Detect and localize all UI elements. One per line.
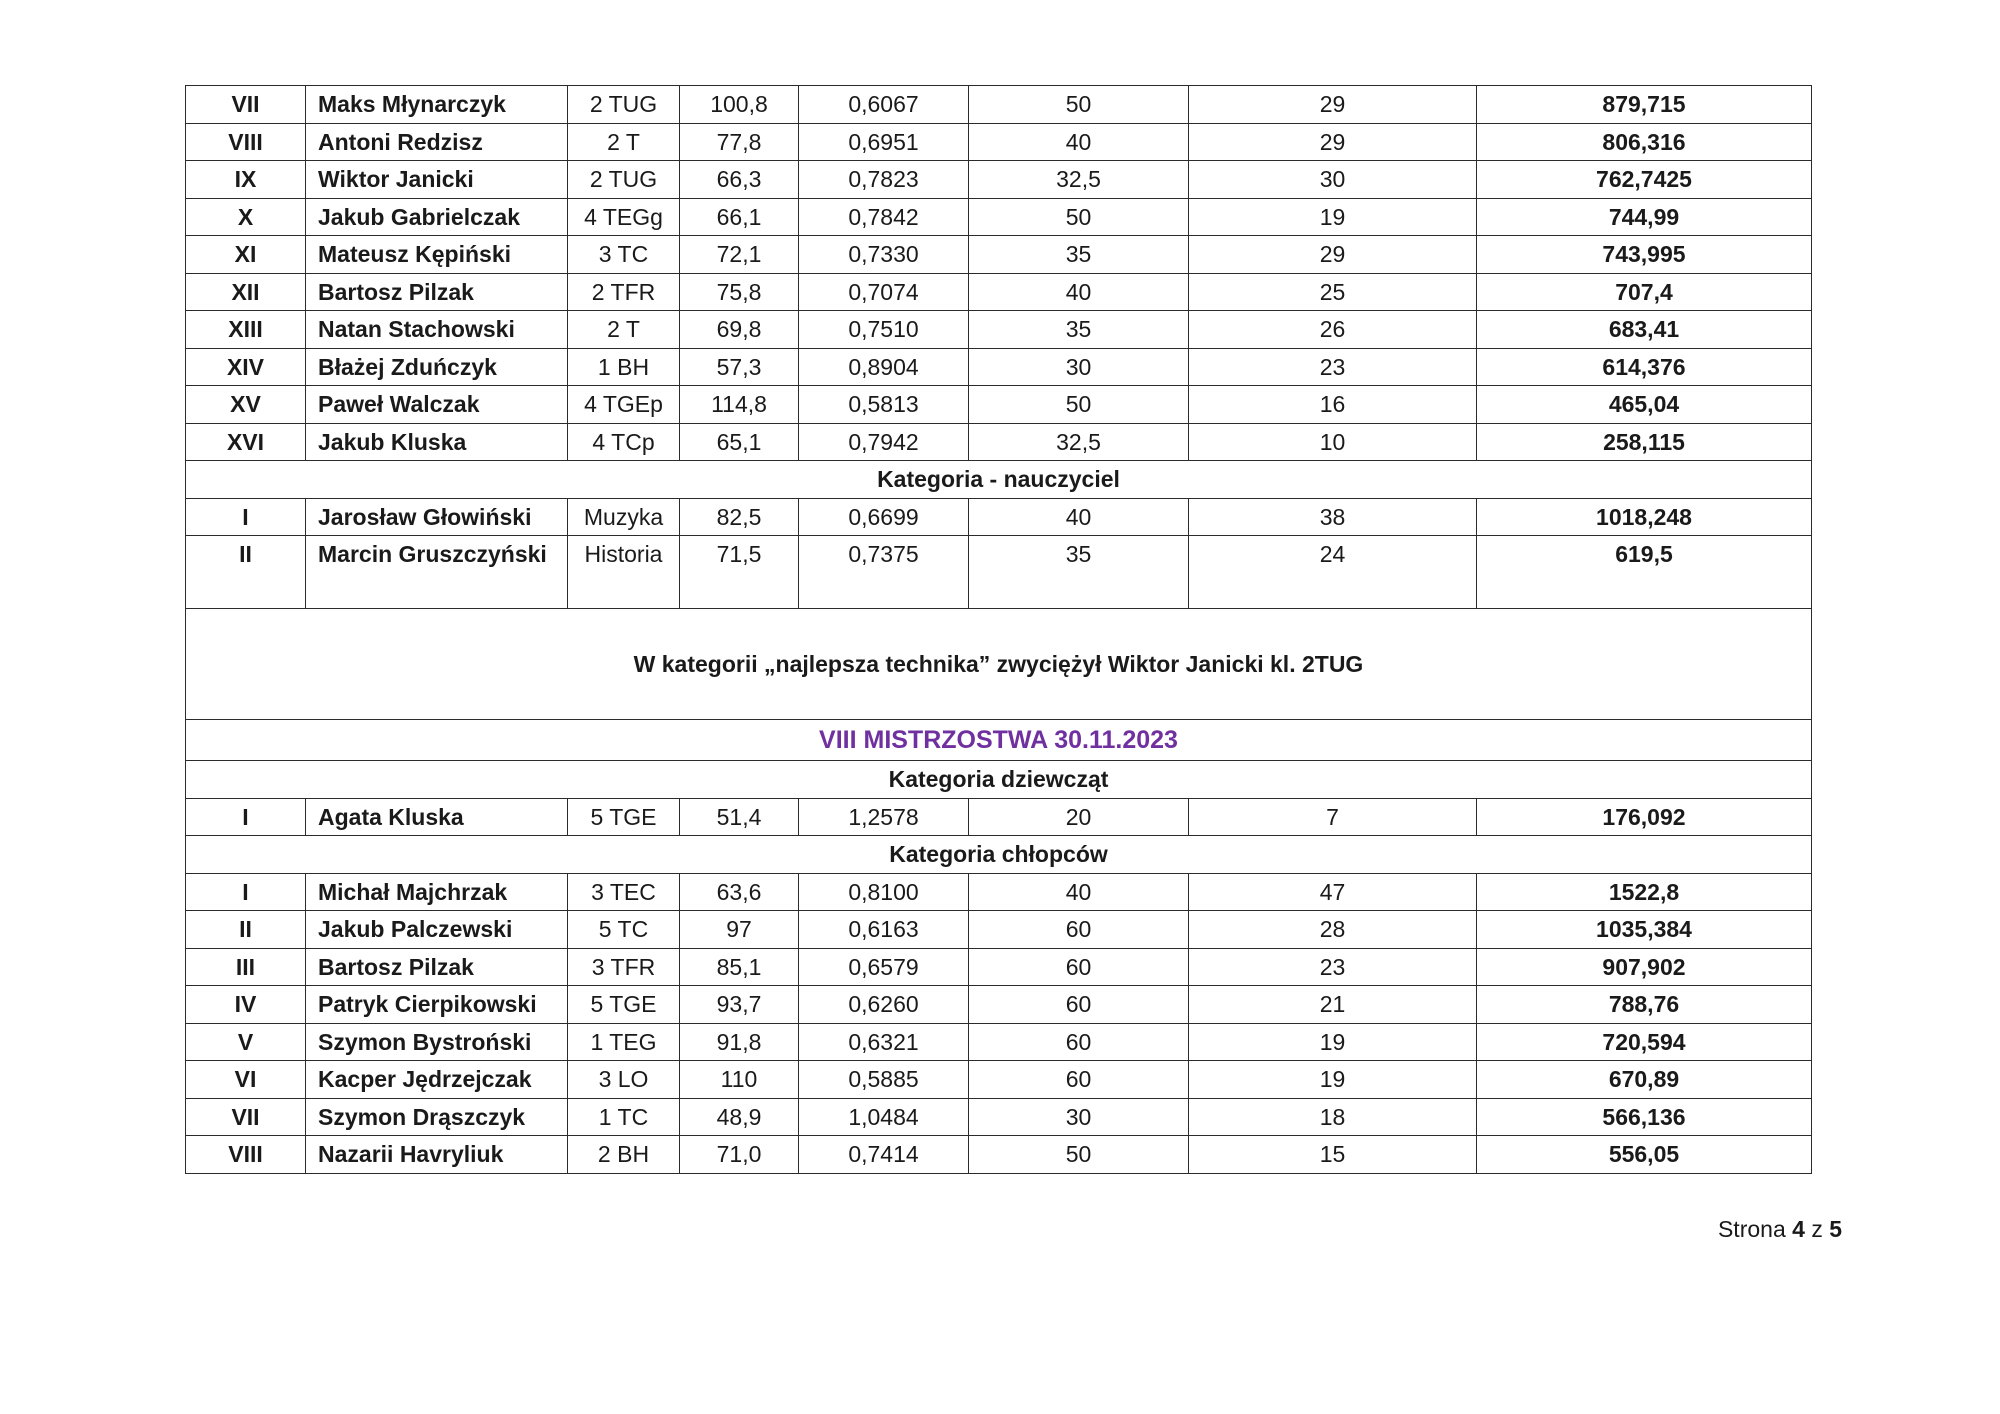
coefficient-cell: 0,7414 — [799, 1136, 969, 1174]
load-cell: 30 — [969, 1098, 1189, 1136]
place-cell: XII — [186, 273, 306, 311]
table-row — [186, 948, 1812, 986]
total-cell: 258,115 — [1477, 423, 1812, 461]
class-cell: 5 TGE — [568, 986, 680, 1024]
total-cell: 1035,384 — [1477, 911, 1812, 949]
load-cell: 50 — [969, 1136, 1189, 1174]
results-table-body — [186, 86, 1812, 1174]
coefficient-cell: 0,6260 — [799, 986, 969, 1024]
table-row — [186, 986, 1812, 1024]
load-cell: 35 — [969, 536, 1189, 609]
weight-cell: 72,1 — [680, 236, 799, 274]
total-cell: 1522,8 — [1477, 873, 1812, 911]
load-cell: 40 — [969, 873, 1189, 911]
class-cell: 2 BH — [568, 1136, 680, 1174]
load-cell: 40 — [969, 123, 1189, 161]
class-cell: 2 TFR — [568, 273, 680, 311]
weight-cell: 48,9 — [680, 1098, 799, 1136]
coefficient-cell: 0,6699 — [799, 498, 969, 536]
total-cell: 788,76 — [1477, 986, 1812, 1024]
place-cell: V — [186, 1023, 306, 1061]
name-cell: Natan Stachowski — [306, 311, 568, 349]
table-row — [186, 1023, 1812, 1061]
reps-cell: 29 — [1189, 86, 1477, 124]
championship-title-row — [186, 720, 1812, 761]
weight-cell: 66,3 — [680, 161, 799, 199]
technique-winner-note-row — [186, 609, 1812, 720]
weight-cell: 71,0 — [680, 1136, 799, 1174]
place-cell: III — [186, 948, 306, 986]
reps-cell: 16 — [1189, 386, 1477, 424]
load-cell: 60 — [969, 1061, 1189, 1099]
class-cell: 1 TC — [568, 1098, 680, 1136]
class-cell: 5 TC — [568, 911, 680, 949]
place-cell: I — [186, 873, 306, 911]
name-cell: Michał Majchrzak — [306, 873, 568, 911]
coefficient-cell: 0,7942 — [799, 423, 969, 461]
weight-cell: 110 — [680, 1061, 799, 1099]
weight-cell: 114,8 — [680, 386, 799, 424]
weight-cell: 97 — [680, 911, 799, 949]
name-cell: Jakub Gabrielczak — [306, 198, 568, 236]
class-cell: 4 TEGg — [568, 198, 680, 236]
table-row — [186, 236, 1812, 274]
table-row — [186, 911, 1812, 949]
name-cell: Antoni Redzisz — [306, 123, 568, 161]
load-cell: 60 — [969, 911, 1189, 949]
class-cell: 4 TCp — [568, 423, 680, 461]
reps-cell: 23 — [1189, 348, 1477, 386]
name-cell: Maks Młynarczyk — [306, 86, 568, 124]
place-cell: XIV — [186, 348, 306, 386]
total-cell: 806,316 — [1477, 123, 1812, 161]
coefficient-cell: 0,5885 — [799, 1061, 969, 1099]
weight-cell: 77,8 — [680, 123, 799, 161]
girls-category-heading-row — [186, 761, 1812, 799]
total-cell: 556,05 — [1477, 1136, 1812, 1174]
girls-category-heading: Kategoria dziewcząt — [186, 761, 1812, 799]
load-cell: 60 — [969, 948, 1189, 986]
coefficient-cell: 0,6067 — [799, 86, 969, 124]
total-cell: 566,136 — [1477, 1098, 1812, 1136]
boys-category-heading: Kategoria chłopców — [186, 836, 1812, 874]
coefficient-cell: 0,6321 — [799, 1023, 969, 1061]
total-cell: 907,902 — [1477, 948, 1812, 986]
place-cell: VIII — [186, 1136, 306, 1174]
class-cell: 3 TEC — [568, 873, 680, 911]
name-cell: Szymon Bystroński — [306, 1023, 568, 1061]
load-cell: 30 — [969, 348, 1189, 386]
class-cell: 4 TGEp — [568, 386, 680, 424]
weight-cell: 57,3 — [680, 348, 799, 386]
name-cell: Jakub Palczewski — [306, 911, 568, 949]
class-cell: 1 TEG — [568, 1023, 680, 1061]
coefficient-cell: 0,8904 — [799, 348, 969, 386]
name-cell: Marcin Gruszczyński — [306, 536, 568, 609]
place-cell: I — [186, 798, 306, 836]
name-cell: Agata Kluska — [306, 798, 568, 836]
total-cell: 683,41 — [1477, 311, 1812, 349]
total-cell: 762,7425 — [1477, 161, 1812, 199]
total-cell: 743,995 — [1477, 236, 1812, 274]
name-cell: Paweł Walczak — [306, 386, 568, 424]
table-row — [186, 386, 1812, 424]
table-row — [186, 273, 1812, 311]
total-cell: 720,594 — [1477, 1023, 1812, 1061]
table-row — [186, 161, 1812, 199]
load-cell: 50 — [969, 386, 1189, 424]
total-cell: 1018,248 — [1477, 498, 1812, 536]
reps-cell: 7 — [1189, 798, 1477, 836]
reps-cell: 23 — [1189, 948, 1477, 986]
teacher-category-heading-row — [186, 461, 1812, 499]
coefficient-cell: 0,8100 — [799, 873, 969, 911]
results-table — [185, 85, 1812, 1174]
name-cell: Bartosz Pilzak — [306, 948, 568, 986]
class-cell: 5 TGE — [568, 798, 680, 836]
reps-cell: 24 — [1189, 536, 1477, 609]
weight-cell: 65,1 — [680, 423, 799, 461]
total-cell: 176,092 — [1477, 798, 1812, 836]
table-row — [186, 798, 1812, 836]
name-cell: Kacper Jędrzejczak — [306, 1061, 568, 1099]
coefficient-cell: 1,2578 — [799, 798, 969, 836]
total-cell: 879,715 — [1477, 86, 1812, 124]
reps-cell: 10 — [1189, 423, 1477, 461]
weight-cell: 51,4 — [680, 798, 799, 836]
page-footer — [1718, 1216, 1842, 1243]
weight-cell: 85,1 — [680, 948, 799, 986]
class-cell: 2 TUG — [568, 161, 680, 199]
coefficient-cell: 1,0484 — [799, 1098, 969, 1136]
coefficient-cell: 0,7842 — [799, 198, 969, 236]
reps-cell: 25 — [1189, 273, 1477, 311]
weight-cell: 100,8 — [680, 86, 799, 124]
footer-page-total: 5 — [1829, 1216, 1842, 1242]
weight-cell: 82,5 — [680, 498, 799, 536]
reps-cell: 38 — [1189, 498, 1477, 536]
championship-title: VIII MISTRZOSTWA 30.11.2023 — [186, 720, 1812, 761]
reps-cell: 18 — [1189, 1098, 1477, 1136]
reps-cell: 28 — [1189, 911, 1477, 949]
total-cell: 619,5 — [1477, 536, 1812, 609]
table-row — [186, 1061, 1812, 1099]
reps-cell: 19 — [1189, 1023, 1477, 1061]
place-cell: VII — [186, 1098, 306, 1136]
table-row — [186, 1136, 1812, 1174]
weight-cell: 63,6 — [680, 873, 799, 911]
load-cell: 35 — [969, 236, 1189, 274]
load-cell: 60 — [969, 986, 1189, 1024]
place-cell: XV — [186, 386, 306, 424]
table-row — [186, 123, 1812, 161]
reps-cell: 29 — [1189, 236, 1477, 274]
coefficient-cell: 0,6579 — [799, 948, 969, 986]
table-row — [186, 348, 1812, 386]
name-cell: Błażej Zduńczyk — [306, 348, 568, 386]
reps-cell: 19 — [1189, 1061, 1477, 1099]
table-row — [186, 198, 1812, 236]
footer-page-number: 4 — [1792, 1216, 1805, 1242]
coefficient-cell: 0,5813 — [799, 386, 969, 424]
place-cell: VII — [186, 86, 306, 124]
name-cell: Mateusz Kępiński — [306, 236, 568, 274]
table-row — [186, 1098, 1812, 1136]
table-row — [186, 536, 1812, 609]
name-cell: Bartosz Pilzak — [306, 273, 568, 311]
reps-cell: 26 — [1189, 311, 1477, 349]
place-cell: VI — [186, 1061, 306, 1099]
name-cell: Wiktor Janicki — [306, 161, 568, 199]
coefficient-cell: 0,6951 — [799, 123, 969, 161]
weight-cell: 71,5 — [680, 536, 799, 609]
reps-cell: 15 — [1189, 1136, 1477, 1174]
weight-cell: 69,8 — [680, 311, 799, 349]
coefficient-cell: 0,6163 — [799, 911, 969, 949]
reps-cell: 29 — [1189, 123, 1477, 161]
total-cell: 707,4 — [1477, 273, 1812, 311]
reps-cell: 21 — [1189, 986, 1477, 1024]
class-cell: 2 TUG — [568, 86, 680, 124]
results-sheet — [185, 85, 1811, 1174]
place-cell: X — [186, 198, 306, 236]
class-cell: Muzyka — [568, 498, 680, 536]
name-cell: Jakub Kluska — [306, 423, 568, 461]
technique-winner-note: W kategorii „najlepsza technika” zwyciężył Wiktor Janicki kl. 2TUG — [186, 609, 1812, 720]
place-cell: VIII — [186, 123, 306, 161]
table-row — [186, 311, 1812, 349]
coefficient-cell: 0,7823 — [799, 161, 969, 199]
load-cell: 40 — [969, 273, 1189, 311]
weight-cell: 75,8 — [680, 273, 799, 311]
weight-cell: 91,8 — [680, 1023, 799, 1061]
load-cell: 35 — [969, 311, 1189, 349]
load-cell: 50 — [969, 86, 1189, 124]
table-row — [186, 873, 1812, 911]
load-cell: 20 — [969, 798, 1189, 836]
load-cell: 40 — [969, 498, 1189, 536]
class-cell: 1 BH — [568, 348, 680, 386]
coefficient-cell: 0,7510 — [799, 311, 969, 349]
name-cell: Szymon Drąszczyk — [306, 1098, 568, 1136]
place-cell: XVI — [186, 423, 306, 461]
name-cell: Jarosław Głowiński — [306, 498, 568, 536]
name-cell: Patryk Cierpikowski — [306, 986, 568, 1024]
coefficient-cell: 0,7330 — [799, 236, 969, 274]
weight-cell: 66,1 — [680, 198, 799, 236]
place-cell: XI — [186, 236, 306, 274]
coefficient-cell: 0,7375 — [799, 536, 969, 609]
class-cell: 3 TC — [568, 236, 680, 274]
total-cell: 614,376 — [1477, 348, 1812, 386]
total-cell: 670,89 — [1477, 1061, 1812, 1099]
weight-cell: 93,7 — [680, 986, 799, 1024]
coefficient-cell: 0,7074 — [799, 273, 969, 311]
name-cell: Nazarii Havryliuk — [306, 1136, 568, 1174]
total-cell: 465,04 — [1477, 386, 1812, 424]
load-cell: 32,5 — [969, 161, 1189, 199]
place-cell: IX — [186, 161, 306, 199]
load-cell: 32,5 — [969, 423, 1189, 461]
class-cell: 2 T — [568, 311, 680, 349]
load-cell: 50 — [969, 198, 1189, 236]
reps-cell: 19 — [1189, 198, 1477, 236]
teacher-category-heading: Kategoria - nauczyciel — [186, 461, 1812, 499]
place-cell: II — [186, 911, 306, 949]
place-cell: I — [186, 498, 306, 536]
class-cell: Historia — [568, 536, 680, 609]
boys-category-heading-row — [186, 836, 1812, 874]
reps-cell: 47 — [1189, 873, 1477, 911]
place-cell: XIII — [186, 311, 306, 349]
class-cell: 3 TFR — [568, 948, 680, 986]
class-cell: 2 T — [568, 123, 680, 161]
total-cell: 744,99 — [1477, 198, 1812, 236]
table-row — [186, 498, 1812, 536]
table-row — [186, 86, 1812, 124]
table-row — [186, 423, 1812, 461]
footer-prefix: Strona — [1717, 1216, 1786, 1242]
reps-cell: 30 — [1189, 161, 1477, 199]
load-cell: 60 — [969, 1023, 1189, 1061]
place-cell: II — [186, 536, 306, 609]
place-cell: IV — [186, 986, 306, 1024]
footer-separator: z — [1811, 1216, 1823, 1242]
class-cell: 3 LO — [568, 1061, 680, 1099]
